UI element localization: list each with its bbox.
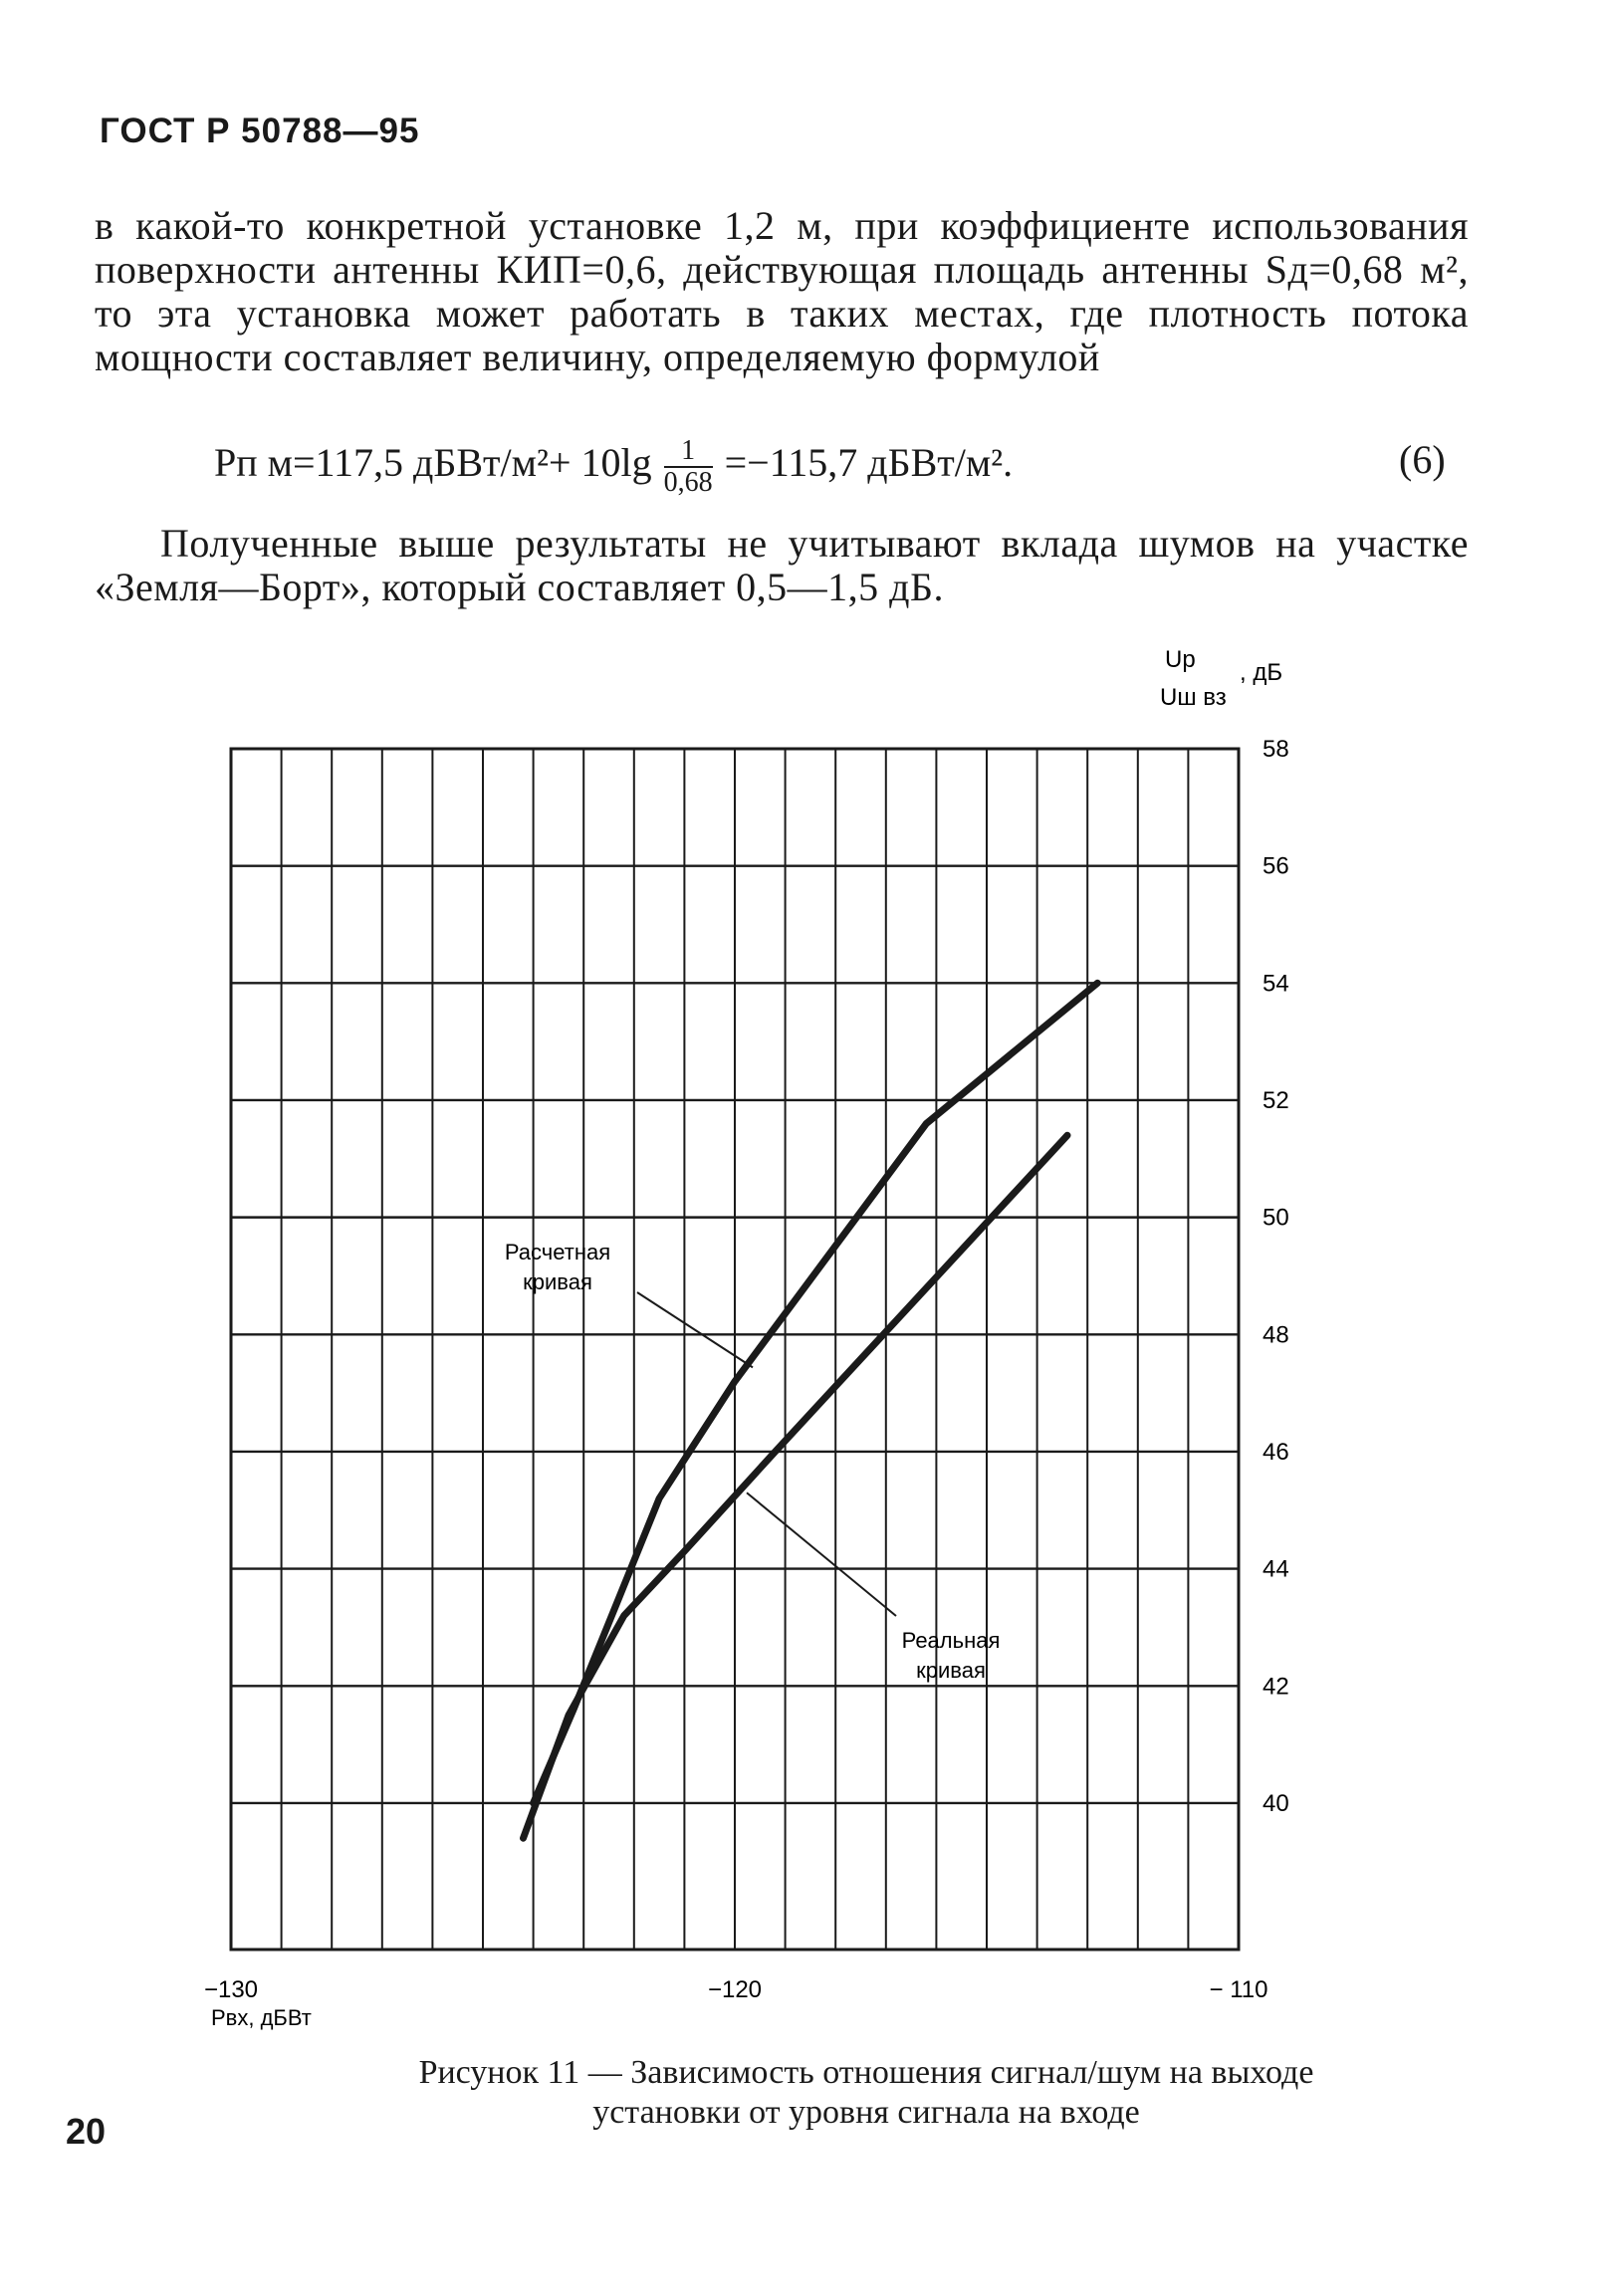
x-tick-label: −130 xyxy=(203,1976,259,2003)
paragraph-antenna-conditions: в какой-то конкретной установке 1,2 м, при коэффициенте использования поверхности антенны КИП=0,6, действующая площадь антенны Sд=0,68 м², то эта установка может работать в таких местах, где плотность потока мощности составляет величину, определяемую формулой xyxy=(95,203,1469,379)
y-axis-label-bottom: Uш вз xyxy=(1160,684,1227,711)
series-line-1 xyxy=(534,983,1098,1803)
y-tick-label: 44 xyxy=(1263,1555,1289,1583)
y-tick-label: 52 xyxy=(1263,1086,1289,1114)
fraction-denominator: 0,68 xyxy=(663,467,713,498)
formula-rhs: =−115,7 дБВт/м². xyxy=(724,440,1014,486)
y-tick-labels xyxy=(1263,736,1289,1817)
document-header: ГОСТ Р 50788—95 xyxy=(100,112,420,150)
fraction-numerator: 1 xyxy=(664,436,713,468)
annotation-calc-line2: кривая xyxy=(523,1269,592,1294)
annotation-real-arrow xyxy=(747,1492,896,1616)
annotations xyxy=(505,1240,1001,1683)
paragraph-noise-note: Полученные выше результаты не учитывают вклада шумов на участке «Земля—Борт», который составляет 0,5—1,5 дБ. xyxy=(95,521,1469,609)
y-tick-label: 48 xyxy=(1263,1321,1289,1349)
y-tick-label: 56 xyxy=(1263,852,1289,880)
x-axis-label: Pвх, дБВт xyxy=(211,2005,312,2030)
grid xyxy=(231,749,1239,1950)
y-tick-label: 50 xyxy=(1263,1204,1289,1232)
x-tick-labels xyxy=(204,1976,1268,2003)
y-tick-label: 40 xyxy=(1263,1789,1289,1817)
y-tick-label: 42 xyxy=(1263,1673,1289,1701)
y-tick-label: 58 xyxy=(1263,736,1289,763)
caption-line-1: Рисунок 11 — Зависимость отношения сигнал/шум на выходе xyxy=(418,2054,1314,2091)
x-tick-label: − 110 xyxy=(1209,1976,1268,2003)
figure-caption xyxy=(299,2053,1434,2133)
annotation-real-line2: кривая xyxy=(916,1658,986,1683)
y-tick-label: 54 xyxy=(1263,970,1289,998)
series-lines xyxy=(524,983,1098,1838)
formula-lhs: Pп м=117,5 дБВт/м²+ 10lg xyxy=(214,440,652,486)
y-axis-label-top: Uр xyxy=(1165,646,1196,673)
annotation-calc-line1: Расчетная xyxy=(504,1240,611,1264)
y-axis-label-unit: , дБ xyxy=(1240,659,1283,686)
formula-number: (6) xyxy=(1399,437,1446,482)
page-number: 20 xyxy=(66,2111,107,2152)
annotation-real-line1: Реальная xyxy=(901,1628,1001,1653)
x-tick-label: −120 xyxy=(707,1976,763,2003)
caption-line-2: установки от уровня сигнала на входе xyxy=(592,2094,1140,2131)
y-tick-label: 46 xyxy=(1263,1438,1289,1466)
